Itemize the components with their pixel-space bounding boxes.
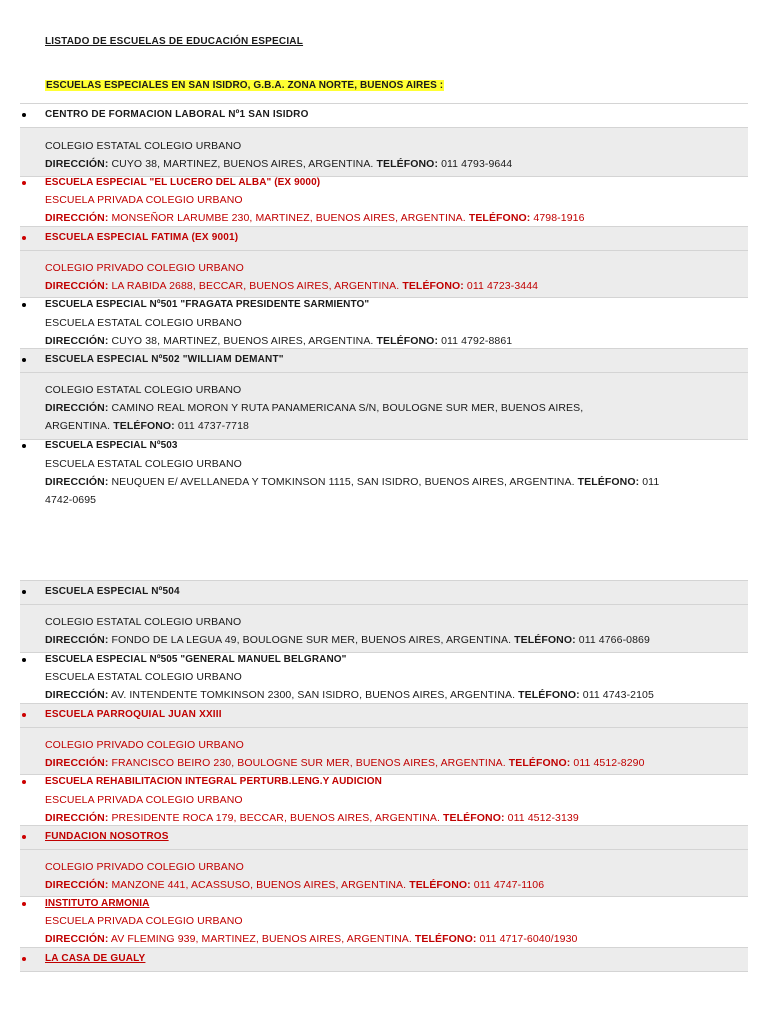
section-title: ESCUELAS ESPECIALES EN SAN ISIDRO, G.B.A. ZONA NORTE, BUENOS AIRES : bbox=[46, 80, 444, 91]
school-type: ESCUELA PRIVADA COLEGIO URBANO bbox=[45, 794, 243, 806]
school-address-line bbox=[45, 402, 583, 414]
school-header bbox=[20, 226, 748, 251]
bullet-icon bbox=[22, 713, 26, 717]
bullet-icon bbox=[22, 181, 26, 185]
bullet-icon bbox=[22, 236, 26, 240]
phone-label: TELÉFONO: bbox=[113, 420, 175, 432]
school-details bbox=[20, 728, 748, 775]
school-type: ESCUELA PRIVADA COLEGIO URBANO bbox=[45, 915, 243, 927]
school-address: FONDO DE LA LEGUA 49, BOULOGNE SUR MER, BUENOS AIRES, ARGENTINA. bbox=[111, 634, 512, 646]
school-name: ESCUELA ESPECIAL Nº503 bbox=[45, 440, 178, 451]
address-label: DIRECCIÓN: bbox=[45, 933, 109, 945]
school-name: ESCUELA ESPECIAL FATIMA (EX 9001) bbox=[45, 232, 239, 243]
school-name-link[interactable]: LA CASA DE GUALY bbox=[45, 953, 146, 964]
school-type: ESCUELA ESTATAL COLEGIO URBANO bbox=[45, 317, 242, 329]
school-header bbox=[20, 580, 748, 605]
school-phone: 011 4717-6040/1930 bbox=[479, 933, 578, 945]
bullet-icon bbox=[22, 658, 26, 662]
address-label: DIRECCIÓN: bbox=[45, 212, 109, 224]
school-phone: 011 4792-8861 bbox=[441, 335, 513, 347]
address-label: DIRECCIÓN: bbox=[45, 879, 109, 891]
phone-label: TELÉFONO: bbox=[376, 158, 439, 170]
school-name: ESCUELA PARROQUIAL JUAN XXIII bbox=[45, 709, 222, 720]
phone-label: TELÉFONO: bbox=[409, 879, 471, 891]
school-address: FRANCISCO BEIRO 230, BOULOGNE SUR MER, BUENOS AIRES, ARGENTINA. bbox=[111, 757, 506, 769]
school-name: ESCUELA REHABILITACION INTEGRAL PERTURB.LENG.Y AUDICION bbox=[45, 776, 382, 787]
phone-label: TELÉFONO: bbox=[376, 335, 439, 347]
school-address: AV. INTENDENTE TOMKINSON 2300, SAN ISIDRO, BUENOS AIRES, ARGENTINA. bbox=[110, 689, 516, 701]
school-address-line bbox=[45, 689, 654, 701]
school-phone: 011 bbox=[642, 476, 660, 488]
school-name: CENTRO DE FORMACION LABORAL Nº1 SAN ISIDRO bbox=[45, 109, 309, 120]
phone-label: TELÉFONO: bbox=[577, 476, 640, 488]
school-type: COLEGIO PRIVADO COLEGIO URBANO bbox=[45, 739, 244, 751]
school-address-line bbox=[45, 757, 645, 769]
school-phone: 011 4512-8290 bbox=[573, 757, 645, 769]
bullet-icon bbox=[22, 113, 26, 117]
address-label: DIRECCIÓN: bbox=[45, 689, 109, 701]
school-details bbox=[20, 251, 748, 298]
address-label: DIRECCIÓN: bbox=[45, 335, 109, 347]
school-address-line-2 bbox=[45, 420, 249, 432]
school-phone-continued: 4742-0695 bbox=[45, 494, 97, 506]
bullet-icon bbox=[22, 444, 26, 448]
address-label: DIRECCIÓN: bbox=[45, 634, 109, 646]
school-address-line bbox=[45, 158, 512, 170]
school-address: CUYO 38, MARTINEZ, BUENOS AIRES, ARGENTINA. bbox=[111, 158, 374, 170]
school-address-line bbox=[45, 212, 585, 224]
address-label: DIRECCIÓN: bbox=[45, 757, 109, 769]
school-phone: 011 4512-3139 bbox=[507, 812, 579, 824]
bullet-icon bbox=[22, 902, 26, 906]
school-address: CUYO 38, MARTINEZ, BUENOS AIRES, ARGENTINA. bbox=[111, 335, 374, 347]
school-name: ESCUELA ESPECIAL Nº505 "GENERAL MANUEL BELGRANO" bbox=[45, 654, 347, 665]
school-header bbox=[20, 825, 748, 850]
school-name-link[interactable]: FUNDACION NOSOTROS bbox=[45, 831, 169, 842]
school-type: ESCUELA ESTATAL COLEGIO URBANO bbox=[45, 671, 242, 683]
school-name-link[interactable]: INSTITUTO ARMONIA bbox=[45, 898, 150, 909]
phone-label: TELÉFONO: bbox=[468, 212, 531, 224]
bullet-icon bbox=[22, 835, 26, 839]
school-type: COLEGIO PRIVADO COLEGIO URBANO bbox=[45, 861, 244, 873]
school-details bbox=[20, 605, 748, 653]
phone-label: TELÉFONO: bbox=[402, 280, 464, 292]
school-name: ESCUELA ESPECIAL Nº502 "WILLIAM DEMANT" bbox=[45, 354, 284, 365]
school-address-line bbox=[45, 634, 650, 646]
address-label: DIRECCIÓN: bbox=[45, 402, 109, 414]
school-address: PRESIDENTE ROCA 179, BECCAR, BUENOS AIRES, ARGENTINA. bbox=[111, 812, 441, 824]
phone-label: TELÉFONO: bbox=[414, 933, 477, 945]
school-address-line bbox=[45, 335, 512, 347]
school-type: COLEGIO ESTATAL COLEGIO URBANO bbox=[45, 384, 242, 396]
school-address: NEUQUEN E/ AVELLANEDA Y TOMKINSON 1115, SAN ISIDRO, BUENOS AIRES, ARGENTINA. bbox=[111, 476, 575, 488]
school-phone: 011 4747-1106 bbox=[473, 879, 545, 891]
school-address-continued: ARGENTINA. bbox=[45, 420, 111, 432]
school-name: ESCUELA ESPECIAL "EL LUCERO DEL ALBA" (EX 9000) bbox=[45, 177, 321, 188]
school-details bbox=[20, 850, 748, 897]
phone-label: TELÉFONO: bbox=[508, 757, 571, 769]
bullet-icon bbox=[22, 590, 26, 594]
bullet-icon bbox=[22, 358, 26, 362]
school-phone: 011 4737-7718 bbox=[177, 420, 249, 432]
school-phone: 011 4793-9644 bbox=[441, 158, 513, 170]
school-address: CAMINO REAL MORON Y RUTA PANAMERICANA S/N, BOULOGNE SUR MER, BUENOS AIRES, bbox=[111, 402, 584, 414]
school-address-line bbox=[45, 933, 577, 945]
school-details bbox=[20, 128, 748, 177]
school-address: MANZONE 441, ACASSUSO, BUENOS AIRES, ARGENTINA. bbox=[111, 879, 407, 891]
school-details bbox=[20, 373, 748, 440]
school-type: ESCUELA PRIVADA COLEGIO URBANO bbox=[45, 194, 243, 206]
address-label: DIRECCIÓN: bbox=[45, 158, 109, 170]
school-address: MONSEÑOR LARUMBE 230, MARTINEZ, BUENOS AIRES, ARGENTINA. bbox=[111, 212, 466, 224]
school-header bbox=[20, 348, 748, 373]
school-address-line bbox=[45, 879, 544, 891]
address-label: DIRECCIÓN: bbox=[45, 812, 109, 824]
school-header bbox=[20, 103, 748, 128]
phone-label: TELÉFONO: bbox=[514, 634, 576, 646]
address-label: DIRECCIÓN: bbox=[45, 280, 109, 292]
bullet-icon bbox=[22, 780, 26, 784]
bullet-icon bbox=[22, 303, 26, 307]
school-address-line bbox=[45, 812, 579, 824]
school-type: COLEGIO ESTATAL COLEGIO URBANO bbox=[45, 140, 242, 152]
school-header bbox=[20, 947, 748, 972]
school-phone: 011 4743-2105 bbox=[582, 689, 654, 701]
phone-label: TELÉFONO: bbox=[443, 812, 505, 824]
school-address-line bbox=[45, 280, 538, 292]
school-address: AV FLEMING 939, MARTINEZ, BUENOS AIRES, ARGENTINA. bbox=[110, 933, 412, 945]
school-phone: 4798-1916 bbox=[533, 212, 585, 224]
school-type: ESCUELA ESTATAL COLEGIO URBANO bbox=[45, 458, 242, 470]
address-label: DIRECCIÓN: bbox=[45, 476, 109, 488]
school-name: ESCUELA ESPECIAL Nº504 bbox=[45, 586, 180, 597]
school-header bbox=[20, 703, 748, 728]
school-address-line bbox=[45, 476, 659, 488]
bullet-icon bbox=[22, 957, 26, 961]
page-title: LISTADO DE ESCUELAS DE EDUCACIÓN ESPECIAL bbox=[45, 36, 304, 47]
school-type: COLEGIO PRIVADO COLEGIO URBANO bbox=[45, 262, 244, 274]
phone-label: TELÉFONO: bbox=[518, 689, 580, 701]
school-name: ESCUELA ESPECIAL Nº501 "FRAGATA PRESIDENTE SARMIENTO" bbox=[45, 299, 370, 310]
school-type: COLEGIO ESTATAL COLEGIO URBANO bbox=[45, 616, 242, 628]
school-address: LA RABIDA 2688, BECCAR, BUENOS AIRES, ARGENTINA. bbox=[111, 280, 400, 292]
school-phone: 011 4766-0869 bbox=[578, 634, 650, 646]
school-phone: 011 4723-3444 bbox=[466, 280, 539, 292]
